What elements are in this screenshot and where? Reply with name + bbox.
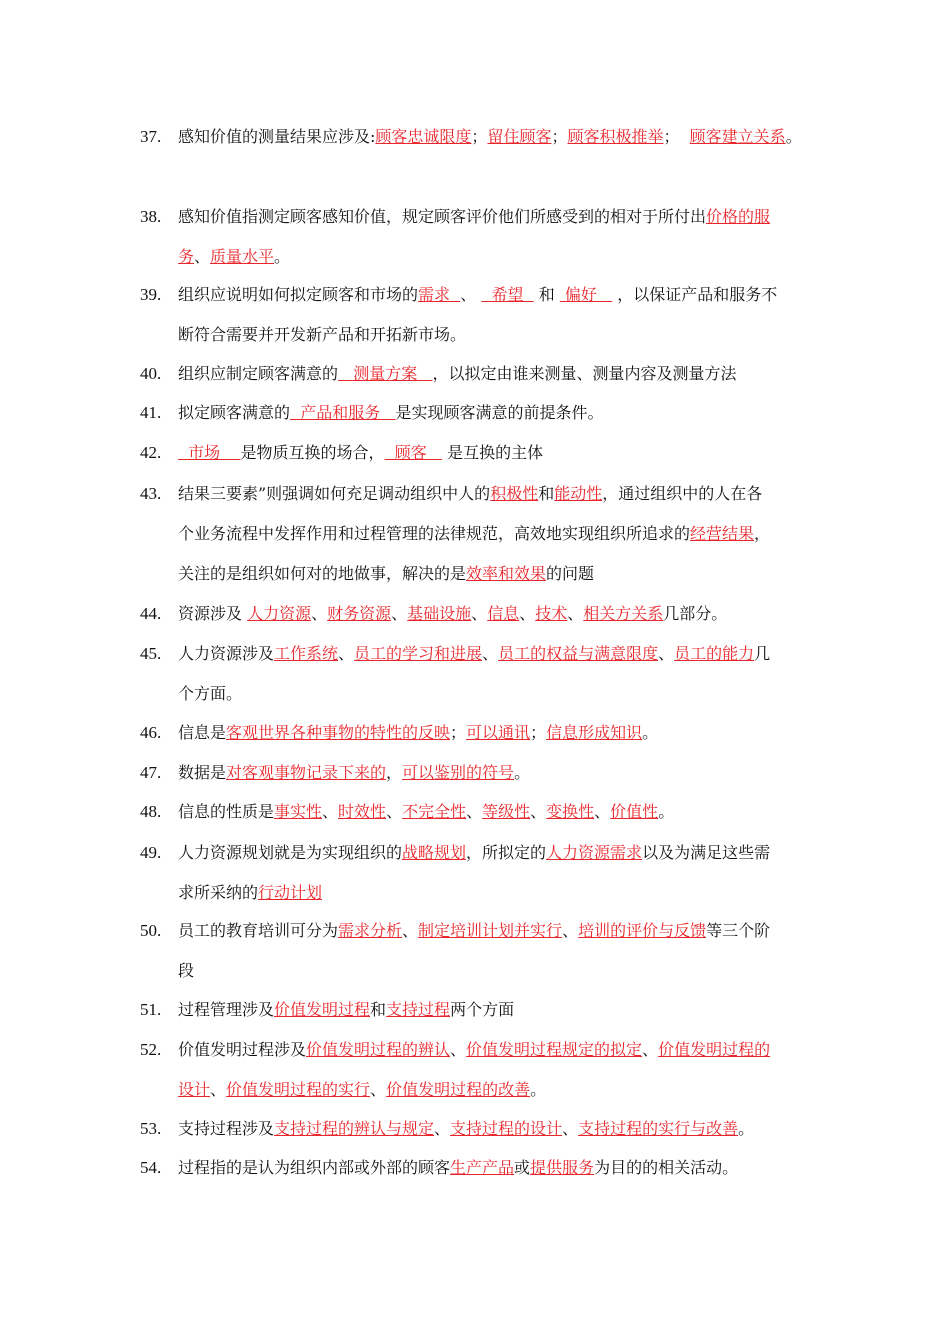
question-text: 拟定顾客满意的 xyxy=(178,403,291,422)
question-text: 、 xyxy=(466,802,483,821)
answer-text: 生产产品 xyxy=(450,1158,515,1177)
answer-text: 等级性 xyxy=(482,802,531,821)
question-text: 、 xyxy=(434,1119,451,1138)
answer-text: 价值发明过程的辨认 xyxy=(306,1040,451,1059)
question-text: 是物质互换的场合， xyxy=(240,443,385,462)
question-text: 价值发明过程涉及 xyxy=(178,1040,307,1059)
answer-text: 积极性 xyxy=(490,484,539,503)
answer-text: 价值发明过程规定的拟定 xyxy=(466,1040,643,1059)
answer-text: 信息形成知识 xyxy=(546,723,643,742)
question-text: ； xyxy=(471,127,488,146)
question-number: 46. xyxy=(140,723,162,742)
question-text: 结果三要素”则强调如何充足调动组织中人的 xyxy=(178,484,491,503)
question-number: 48. xyxy=(140,802,162,821)
question-number: 43. xyxy=(140,484,162,503)
question-number: 44. xyxy=(140,604,162,623)
answer-text: 产品和服务 xyxy=(290,403,396,422)
question-text: 个业务流程中发挥作用和过程管理的法律规范，高效地实现组织所追求的 xyxy=(178,524,691,543)
question-number: 47. xyxy=(140,763,162,782)
question-text: 、 xyxy=(567,604,584,623)
question-line xyxy=(178,1040,770,1060)
question-text: ，以拟定由谁来测量、测量内容及测量方法 xyxy=(432,364,737,383)
question-text: 、 xyxy=(562,921,579,940)
answer-text: 技术 xyxy=(535,604,568,623)
question-text: 员工的教育培训可分为 xyxy=(178,921,339,940)
question-text: ，所拟定的 xyxy=(466,843,547,862)
question-text: 、 xyxy=(594,802,611,821)
answer-text: 价值发明过程的实行 xyxy=(226,1080,371,1099)
question-line xyxy=(178,843,770,863)
question-number: 40. xyxy=(140,364,162,383)
answer-text: 可以通讯 xyxy=(466,723,531,742)
answer-text: 市场 xyxy=(178,443,241,462)
answer-text: 不完全性 xyxy=(402,802,467,821)
answer-text: 人力资源需求 xyxy=(546,843,643,862)
question-text: 过程指的是认为组织内部或外部的顾客 xyxy=(178,1158,451,1177)
question-text: 几部分。 xyxy=(663,604,728,623)
answer-text: 顾客 xyxy=(384,443,442,462)
question-number: 51. xyxy=(140,1000,162,1019)
question-line xyxy=(178,1158,738,1178)
question-line xyxy=(178,723,658,743)
question-text: 是互换的主体 xyxy=(441,443,544,462)
answer-text: 工作系统 xyxy=(274,644,339,663)
question-text: ； xyxy=(551,127,568,146)
question-text: 。 xyxy=(785,127,802,146)
question-text: 关注的是组织如何对的地做事，解决的是 xyxy=(178,564,467,583)
question-text: 组织应说明如何拟定顾客和市场的 xyxy=(178,285,419,304)
question-text: 。 xyxy=(514,763,531,782)
question-text: 感知价值的测量结果应涉及: xyxy=(178,127,376,146)
answer-text: 行动计划 xyxy=(258,883,323,902)
question-line xyxy=(178,961,194,981)
question-text: 。 xyxy=(738,1119,755,1138)
answer-text: 信息 xyxy=(487,604,520,623)
question-text: ，通过组织中的人在各 xyxy=(602,484,763,503)
question-text: 为目的的相关活动。 xyxy=(594,1158,739,1177)
question-text: 和 xyxy=(533,285,560,304)
question-text: 、 xyxy=(338,644,355,663)
question-text: 、 xyxy=(482,644,499,663)
question-text: 、 xyxy=(322,802,339,821)
answer-text: 支持过程的实行与改善 xyxy=(578,1119,739,1138)
question-number: 52. xyxy=(140,1040,162,1059)
question-text: 、 xyxy=(530,802,547,821)
answer-text: 支持过程的设计 xyxy=(450,1119,563,1138)
answer-text: 基础设施 xyxy=(407,604,472,623)
question-line xyxy=(178,127,802,147)
answer-text: 能动性 xyxy=(554,484,603,503)
question-text: 、 xyxy=(562,1119,579,1138)
question-text: 、 xyxy=(460,285,482,304)
question-line xyxy=(178,1080,546,1100)
question-text: 、 xyxy=(658,644,675,663)
answer-text: 顾客建立关系 xyxy=(689,127,786,146)
question-number: 53. xyxy=(140,1119,162,1138)
question-line xyxy=(178,325,466,345)
question-text: 、 xyxy=(519,604,536,623)
question-text: 信息的性质是 xyxy=(178,802,275,821)
answer-text: 顾客积极推举 xyxy=(567,127,664,146)
question-text: 。 xyxy=(274,247,291,266)
answer-text: 效率和效果 xyxy=(466,564,547,583)
question-text: 。 xyxy=(658,802,675,821)
question-text: 或 xyxy=(514,1158,531,1177)
question-line xyxy=(178,524,770,544)
question-text: 个方面。 xyxy=(178,684,243,703)
question-line xyxy=(178,802,674,822)
question-number: 42. xyxy=(140,443,162,462)
question-line xyxy=(178,564,594,584)
question-text: 、 xyxy=(194,247,211,266)
question-text: 、 xyxy=(642,1040,659,1059)
question-text: 、 xyxy=(402,921,419,940)
answer-text: 提供服务 xyxy=(530,1158,595,1177)
question-line xyxy=(178,763,530,783)
question-text: 资源涉及 xyxy=(178,604,248,623)
answer-text: 事实性 xyxy=(274,802,323,821)
question-number: 38. xyxy=(140,207,162,226)
question-text: 数据是 xyxy=(178,763,227,782)
question-text: ，以保证产品和服务不 xyxy=(612,285,778,304)
question-number: 49. xyxy=(140,843,162,862)
answer-text: 员工的学习和进展 xyxy=(354,644,483,663)
question-number: 45. xyxy=(140,644,162,663)
question-number: 37. xyxy=(140,127,162,146)
answer-text: 战略规划 xyxy=(402,843,467,862)
answer-text: 支持过程的辨认与规定 xyxy=(274,1119,435,1138)
answer-text: 需求 xyxy=(418,285,461,304)
answer-text: 时效性 xyxy=(338,802,387,821)
question-number: 41. xyxy=(140,403,162,422)
question-text: 等三个阶 xyxy=(706,921,771,940)
answer-text: 员工的权益与满意限度 xyxy=(498,644,659,663)
answer-text: 顾客忠诚限度 xyxy=(375,127,472,146)
question-number: 50. xyxy=(140,921,162,940)
question-text: ； xyxy=(663,127,690,146)
answer-text: 财务资源 xyxy=(327,604,392,623)
question-line xyxy=(178,443,543,463)
answer-text: 务 xyxy=(178,247,195,266)
question-text: 和 xyxy=(538,484,555,503)
question-line xyxy=(178,604,727,624)
question-text: 、 xyxy=(471,604,488,623)
question-text: 求所采纳的 xyxy=(178,883,259,902)
question-text: ， xyxy=(754,524,771,543)
question-text: ， xyxy=(386,763,403,782)
answer-text: 相关方关系 xyxy=(583,604,664,623)
question-text: 人力资源涉及 xyxy=(178,644,275,663)
answer-text: 员工的能力 xyxy=(674,644,755,663)
answer-text: 经营结果 xyxy=(690,524,755,543)
answer-text: 测量方案 xyxy=(338,364,433,383)
answer-text: 价值发明过程的 xyxy=(658,1040,771,1059)
question-text: 。 xyxy=(530,1080,547,1099)
question-text: ； xyxy=(450,723,467,742)
question-text: 和 xyxy=(370,1000,387,1019)
answer-text: 支持过程 xyxy=(386,1000,451,1019)
question-text: 是实现顾客满意的前提条件。 xyxy=(395,403,604,422)
question-number: 39. xyxy=(140,285,162,304)
question-text: 、 xyxy=(391,604,408,623)
question-text: 几 xyxy=(754,644,771,663)
question-line xyxy=(178,883,322,903)
question-line xyxy=(178,921,770,941)
question-text: 支持过程涉及 xyxy=(178,1119,275,1138)
question-text: 、 xyxy=(311,604,328,623)
question-number: 54. xyxy=(140,1158,162,1177)
question-text: 感知价值指测定顾客感知价值，规定顾客评价他们所感受到的相对于所付出 xyxy=(178,207,707,226)
answer-text: 人力资源 xyxy=(247,604,312,623)
question-line xyxy=(178,285,777,305)
question-text: 过程管理涉及 xyxy=(178,1000,275,1019)
question-text: 、 xyxy=(450,1040,467,1059)
answer-text: 留住顾客 xyxy=(487,127,552,146)
question-text: 段 xyxy=(178,961,195,980)
question-text: 、 xyxy=(210,1080,227,1099)
answer-text: 价值性 xyxy=(610,802,659,821)
answer-text: 希望 xyxy=(481,285,534,304)
question-line xyxy=(178,247,290,267)
answer-text: 对客观事物记录下来的 xyxy=(226,763,387,782)
answer-text: 培训的评价与反馈 xyxy=(578,921,707,940)
question-line xyxy=(178,207,770,227)
answer-text: 价格的服 xyxy=(706,207,771,226)
question-text: 两个方面 xyxy=(450,1000,515,1019)
question-text: 。 xyxy=(642,723,659,742)
question-line xyxy=(178,1119,754,1139)
answer-text: 价值发明过程的改善 xyxy=(386,1080,531,1099)
question-line xyxy=(178,1000,514,1020)
question-text: 组织应制定顾客满意的 xyxy=(178,364,339,383)
question-line xyxy=(178,644,770,664)
question-text: 人力资源规划就是为实现组织的 xyxy=(178,843,403,862)
answer-text: 制定培训计划并实行 xyxy=(418,921,563,940)
answer-text: 价值发明过程 xyxy=(274,1000,371,1019)
question-line xyxy=(178,403,603,423)
question-text: 、 xyxy=(370,1080,387,1099)
answer-text: 质量水平 xyxy=(210,247,275,266)
answer-text: 可以鉴别的符号 xyxy=(402,763,515,782)
question-text: ； xyxy=(530,723,547,742)
question-line xyxy=(178,364,737,384)
question-line xyxy=(178,684,242,704)
question-line xyxy=(178,484,762,504)
answer-text: 客观世界各种事物的特性的反映 xyxy=(226,723,451,742)
question-text: 信息是 xyxy=(178,723,227,742)
question-text: 的问题 xyxy=(546,564,595,583)
answer-text: 偏好 xyxy=(559,285,613,304)
question-text: 以及为满足这些需 xyxy=(642,843,771,862)
question-text: 、 xyxy=(386,802,403,821)
question-text: 断符合需要并开发新产品和开拓新市场。 xyxy=(178,325,467,344)
answer-text: 变换性 xyxy=(546,802,595,821)
answer-text: 需求分析 xyxy=(338,921,403,940)
answer-text: 设计 xyxy=(178,1080,211,1099)
